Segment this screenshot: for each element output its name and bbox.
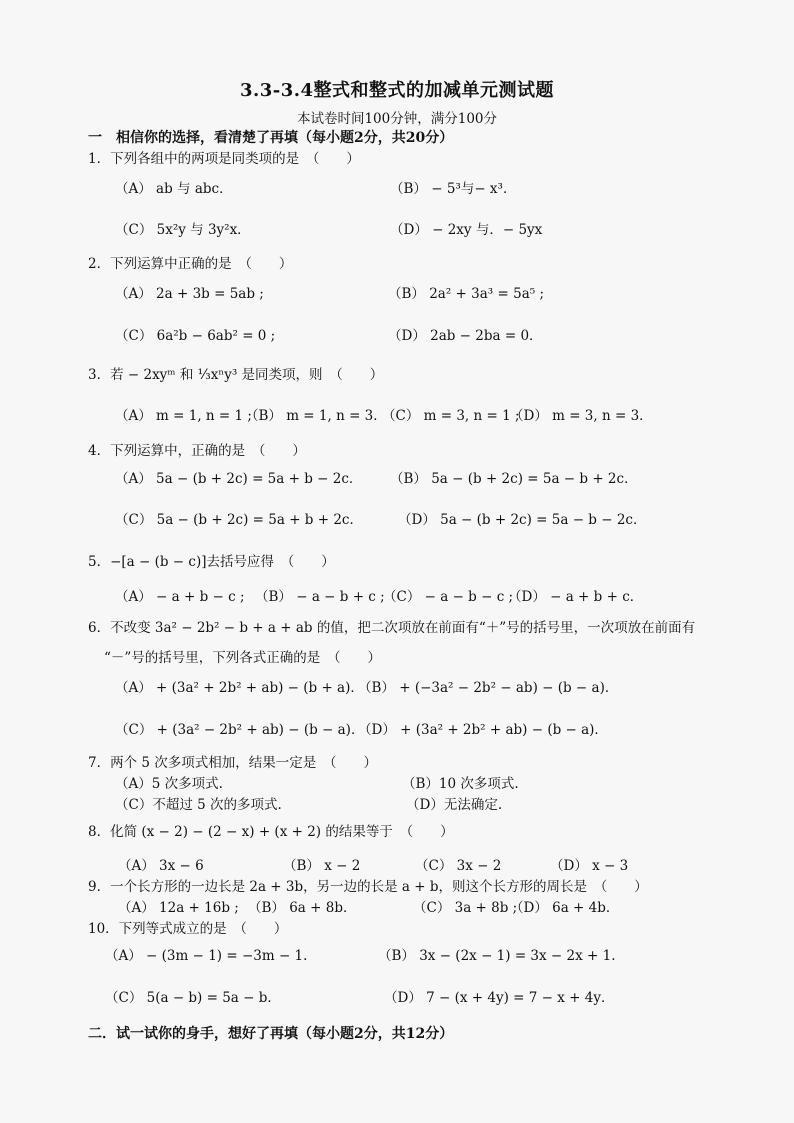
q8-option-c: （C） 3x − 2	[415, 858, 502, 874]
q2-option-d: （D） 2ab − 2ba = 0．	[388, 328, 543, 344]
question-8: 8．化简 (x − 2) − (2 − x) + (x + 2) 的结果等于 （ ）	[88, 824, 454, 840]
q8-option-d: （D） x − 3	[550, 858, 629, 874]
q7-option-d: （D）无法确定.	[406, 797, 503, 813]
q4-option-d: （D） 5a − (b + 2c) = 5a − b − 2c．	[398, 512, 647, 528]
question-1: 1．下列各组中的两项是同类项的是 （ ）	[88, 151, 360, 167]
q4-option-b: （B） 5a − (b + 2c) = 5a − b + 2c．	[390, 471, 638, 487]
q6-option-b: （B） + (−3a² − 2b² − ab) − (b − a)．	[358, 680, 619, 696]
q3-option-c: （C） m = 3, n = 1 ;	[382, 408, 520, 424]
q1-option-b: （B） − 5³与− x³．	[390, 181, 517, 197]
question-6-cont: “－”号的括号里，下列各式正确的是 （ ）	[104, 650, 382, 666]
q2-option-a: （A） 2a + 3b = 5ab ;	[115, 286, 264, 302]
q3-option-b: （B） m = 1, n = 3．	[245, 408, 387, 424]
q3-option-a: （A） m = 1, n = 1 ;	[115, 408, 252, 424]
q10-option-a: （A） − (3m − 1) = −3m − 1.	[105, 948, 308, 964]
q1-option-c: （C） 5x²y 与 3y²x．	[115, 222, 251, 238]
question-6: 6．不改变 3a² − 2b² − b + a + ab 的值，把二次项放在前面有“＋”号的括号里，一次项放在前面有	[88, 620, 696, 636]
question-7: 7．两个 5 次多项式相加，结果一定是 （ ）	[88, 755, 378, 771]
q8-option-a: （A） 3x − 6	[118, 858, 204, 874]
q5-option-b: （B） − a − b + c ;	[255, 589, 385, 605]
question-4: 4．下列运算中，正确的是 （ ）	[88, 443, 306, 459]
question-9: 9．一个长方形的一边长是 2a + 3b，另一边的长是 a + b，则这个长方形的周长是 （ ）	[88, 879, 648, 895]
q7-option-b: （B）10 次多项式.	[402, 776, 519, 792]
q6-option-c: （C） + (3a² − 2b² + ab) − (b − a)．	[115, 722, 365, 738]
q7-option-a: （A）5 次多项式.	[115, 776, 223, 792]
q9-option-b: （B） 6a + 8b．	[248, 900, 357, 916]
q2-option-b: （B） 2a² + 3a³ = 5a⁵ ;	[388, 286, 544, 302]
q1-option-a: （A） ab 与 abc．	[115, 181, 233, 197]
question-3: 3．若 − 2xyᵐ 和 ⅓xⁿy³ 是同类项，则 （ ）	[88, 367, 384, 383]
q9-option-a: （A） 12a + 16b ;	[118, 900, 239, 916]
q9-option-c: （C） 3a + 8b ;	[413, 900, 518, 916]
q10-option-b: （B） 3x − (2x − 1) = 3x − 2x + 1.	[378, 948, 616, 964]
q10-option-d: （D） 7 − (x + 4y) = 7 − x + 4y．	[384, 990, 615, 1006]
q2-option-c: （C） 6a²b − 6ab² = 0 ;	[115, 328, 276, 344]
q4-option-a: （A） 5a − (b + 2c) = 5a + b − 2c．	[115, 471, 363, 487]
q10-option-c: （C） 5(a − b) = 5a − b．	[105, 990, 281, 1006]
q3-option-d: （D） m = 3, n = 3．	[510, 408, 653, 424]
q9-option-d: （D） 6a + 4b．	[510, 900, 620, 916]
section-1-heading: 一 相信你的选择，看清楚了再填（每小题2分，共20分）	[88, 130, 454, 146]
section-2-heading: 二．试一试你的身手，想好了再填（每小题2分，共12分）	[88, 1026, 454, 1042]
question-5: 5．−[a − (b − c)]去括号应得 （ ）	[88, 554, 335, 570]
q5-option-c: （C） − a − b − c ;	[383, 589, 514, 605]
q6-option-a: （A） + (3a² + 2b² + ab) − (b + a)．	[115, 680, 364, 696]
q6-option-d: （D） + (3a² + 2b² + ab) − (b − a)．	[358, 722, 608, 738]
q5-option-a: （A） − a + b − c ;	[115, 589, 245, 605]
q1-option-d: （D） − 2xy 与．− 5yx	[390, 222, 543, 238]
question-2: 2．下列运算中正确的是 （ ）	[88, 256, 293, 272]
q8-option-b: （B） x − 2	[283, 858, 361, 874]
question-10: 10．下列等式成立的是 （ ）	[88, 921, 288, 937]
page-subtitle: 本试卷时间100分钟，满分100分	[296, 111, 498, 127]
q4-option-c: （C） 5a − (b + 2c) = 5a + b + 2c．	[115, 512, 363, 528]
page-title: 3.3-3.4整式和整式的加减单元测试题	[239, 80, 555, 101]
q7-option-c: （C）不超过 5 次的多项式.	[115, 797, 282, 813]
q5-option-d: （D） − a + b + c．	[508, 589, 644, 605]
